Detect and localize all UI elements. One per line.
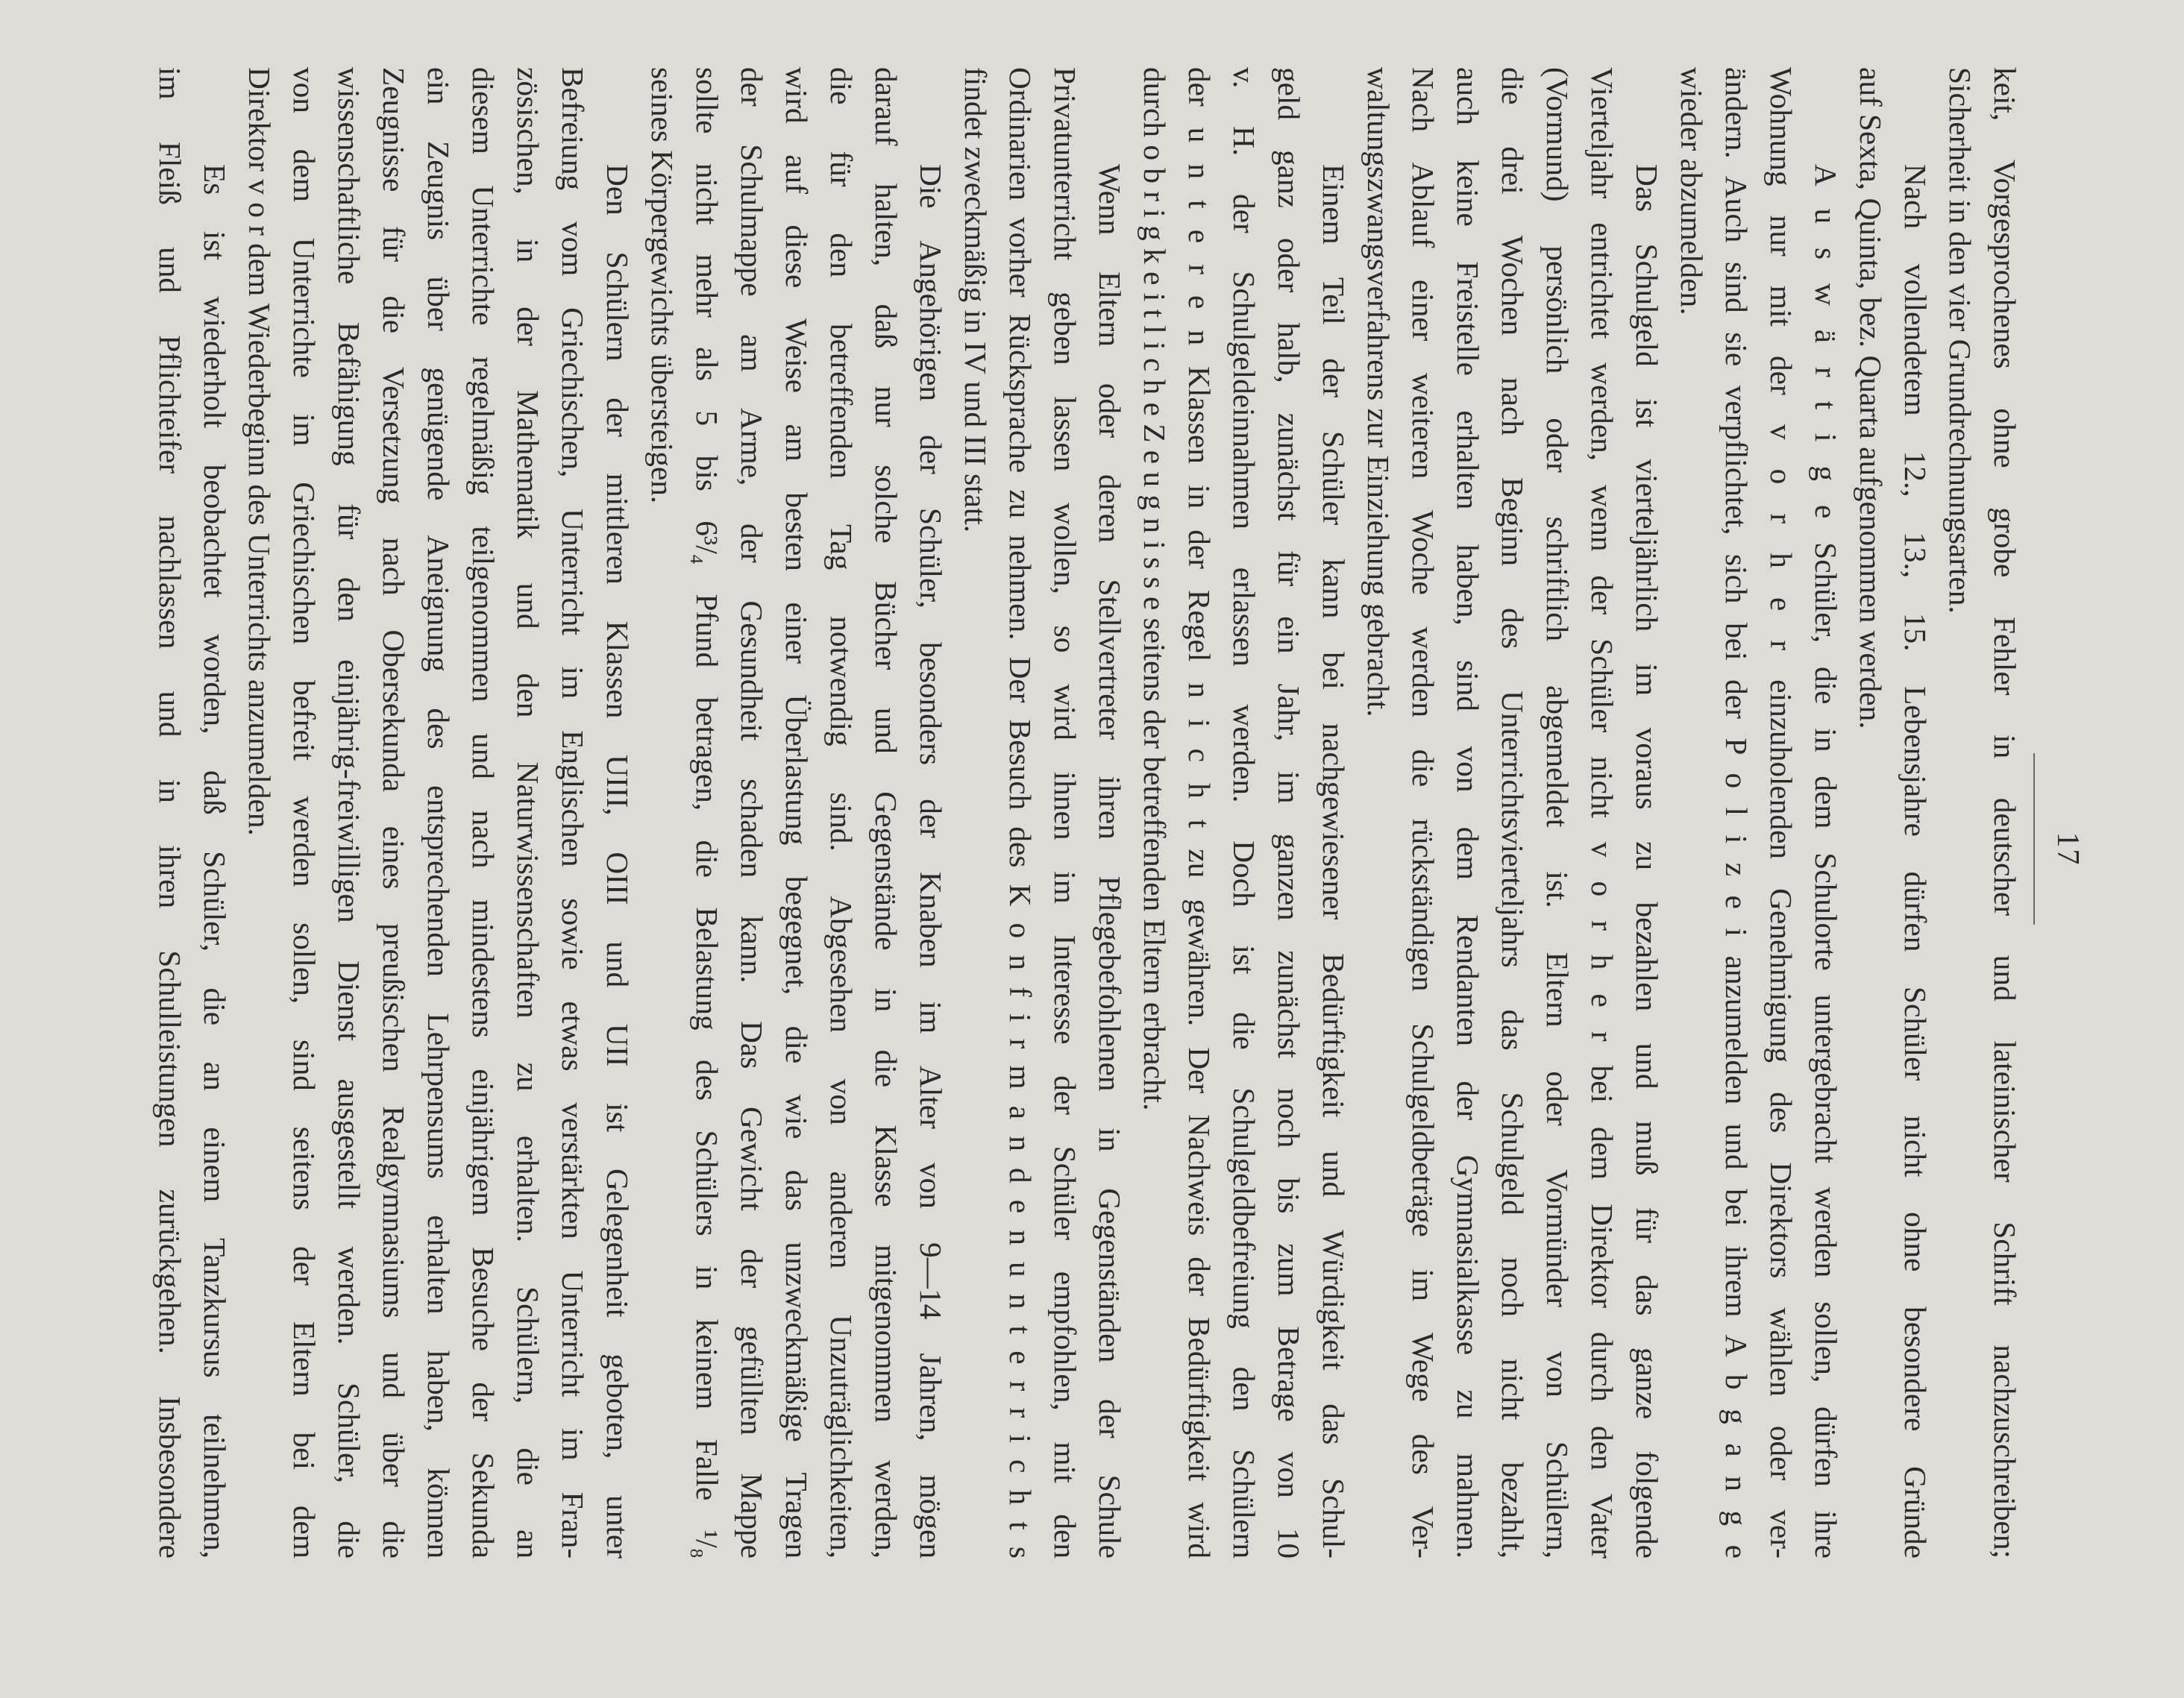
text-line: die drei Wochen nach Beginn des Unterrichtsvierteljahrs das Schulgeld noch nicht bezahlt, (1496, 67, 1530, 1559)
text-line: geld ganz oder halb, zunächst für ein Jahr, im ganzen zunächst noch bis zum Betrage von 10 (1272, 67, 1306, 1559)
page-number: 17 (2050, 831, 2085, 867)
text-line: keit, Vorgesprochenes ohne grobe Fehler in deutscher und lateinischer Schrift nachzuschreiben; (1988, 67, 2022, 1559)
text-line: darauf halten, daß nur solche Bücher und Gegenstände in die Klasse mitgenommen werden, (869, 67, 903, 1559)
text-line: Wenn Eltern oder deren Stellvertreter ihren Pflegebefohlenen in Gegenständen der Schule (1093, 164, 1127, 1559)
text-line: Sicherheit in den vier Grundrechnungsarten. (1943, 67, 1977, 614)
text-line: sollte nicht mehr als 5 bis 6³/₄ Pfund betragen, die Belastung des Schülers in keinem Falle ¹/₈ (690, 67, 724, 1559)
text-line: zösischen, in der Mathematik und den Naturwissenschaften zu erhalten. Schülern, die an (511, 67, 545, 1559)
text-line: Einem Teil der Schüler kann bei nachgewiesener Bedürftigkeit und Würdigkeit das Schul- (1317, 164, 1351, 1559)
text-line: im Fleiß und Pflichteifer nachlassen und in ihren Schulleistungen zurückgehen. Insbesondere (153, 67, 187, 1559)
text-line: Befreiung vom Griechischen, Unterricht im Englischen sowie etwas verstärkten Unterricht im Fran- (556, 67, 590, 1559)
text-line: von dem Unterrichte im Griechischen befreit werden sollen, sind seitens der Eltern bei dem (287, 67, 321, 1559)
header-rule (2033, 753, 2035, 925)
text-line: diesem Unterrichte regelmäßig teilgenommen und nach mindestens einjährigem Besuche der Sekunda (466, 67, 501, 1559)
text-line: durch o b r i g k e i t l i c h e Z e u g n i s s e seitens der betreffenden Eltern erbracht. (1138, 67, 1172, 1111)
text-line: die für den betreffenden Tag notwendig sind. Abgesehen von anderen Unzuträglichkeiten, (824, 67, 859, 1559)
text-line: Direktor v o r dem Wiederbeginn des Unterrichts anzumelden. (242, 67, 277, 836)
text-line: ändern. Auch sind sie verpflichtet, sich bei der P o l i z e i anzumelden und bei ihrem A b g a n g e (1719, 67, 1754, 1559)
text-line: Das Schulgeld ist vierteljährlich im voraus zu bezahlen und muß für das ganze folgende (1630, 164, 1664, 1559)
body-text (88, 67, 2027, 1559)
text-line: Privatunterricht geben lassen wollen, so wird ihnen im Interesse der Schüler empfohlen, mit den (1048, 67, 1082, 1559)
text-line: Wohnung nur mit der v o r h e r einzuholenden Genehmigung des Direktors wählen oder ver- (1764, 67, 1798, 1559)
text-line: v. H. der Schulgeldeinnahmen erlassen werden. Doch ist die Schulgeldbefreiung den Schülern (1227, 67, 1261, 1559)
text-line: auf Sexta, Quinta, bez. Quarta aufgenommen werden. (1854, 67, 1888, 729)
text-line: der Schulmappe am Arme, der Gesundheit schaden kann. Das Gewicht der gefüllten Mappe (735, 67, 769, 1559)
text-line: Nach Ablauf einer weiteren Woche werden die rückständigen Schulgeldbeträge im Wege des Ver- (1406, 67, 1440, 1559)
text-line: Nach vollendetem 12., 13., 15. Lebensjahre dürfen Schüler nicht ohne besondere Gründe (1898, 164, 1933, 1559)
text-line: wird auf diese Weise am besten einer Überlastung begegnet, die wie das unzweckmäßige Tragen (779, 67, 814, 1559)
text-line: findet zweckmäßig in IV und III statt. (958, 67, 993, 533)
text-line: Zeugnisse für die Versetzung nach Obersekunda eines preußischen Realgymnasiums und über die (377, 67, 411, 1559)
text-line: wissenschaftliche Befähigung für den einjährig-freiwilligen Dienst ausgestellt werden. Schüler, die (332, 67, 366, 1559)
text-line: Es ist wiederholt beobachtet worden, daß Schüler, die an einem Tanzkursus teilnehmen, (198, 164, 232, 1559)
text-line: auch keine Freistelle erhalten haben, sind von dem Rendanten der Gymnasialkasse zu mahnen. (1451, 67, 1485, 1559)
text-line: waltungszwangsverfahrens zur Einziehung gebracht. (1361, 67, 1396, 717)
text-line: Ordinarien vorher Rücksprache zu nehmen. Der Besuch des K o n f i r m a n d e n u n t e r r i c h t s (1003, 67, 1038, 1559)
text-line: Vierteljahr entrichtet werden, wenn der Schüler nicht v o r h e r bei dem Direktor durch den Vater (1585, 67, 1619, 1559)
text-line: ein Zeugnis über genügende Aneignung des entsprechenden Lehrpensums erhalten haben, können (421, 67, 456, 1559)
text-line: Den Schülern der mittleren Klassen UIII, OIII und UII ist Gelegenheit geboten, unter (600, 164, 635, 1559)
text-line: Die Angehörigen der Schüler, besonders der Knaben im Alter von 9—14 Jahren, mögen (914, 164, 948, 1559)
text-line: A u s w ä r t i g e Schüler, die in dem Schulorte untergebracht werden sollen, dürfen ihre (1809, 164, 1843, 1559)
text-line: (Vormund) persönlich oder schriftlich abgemeldet ist. Eltern oder Vormünder von Schülern, (1540, 67, 1575, 1559)
text-line: seines Körpergewichts übersteigen. (645, 67, 680, 504)
text-line: der u n t e r e n Klassen in der Regel n i c h t zu gewähren. Der Nachweis der Bedürftigkeit wird (1182, 67, 1217, 1559)
text-line: wieder abzumelden. (1675, 67, 1709, 315)
